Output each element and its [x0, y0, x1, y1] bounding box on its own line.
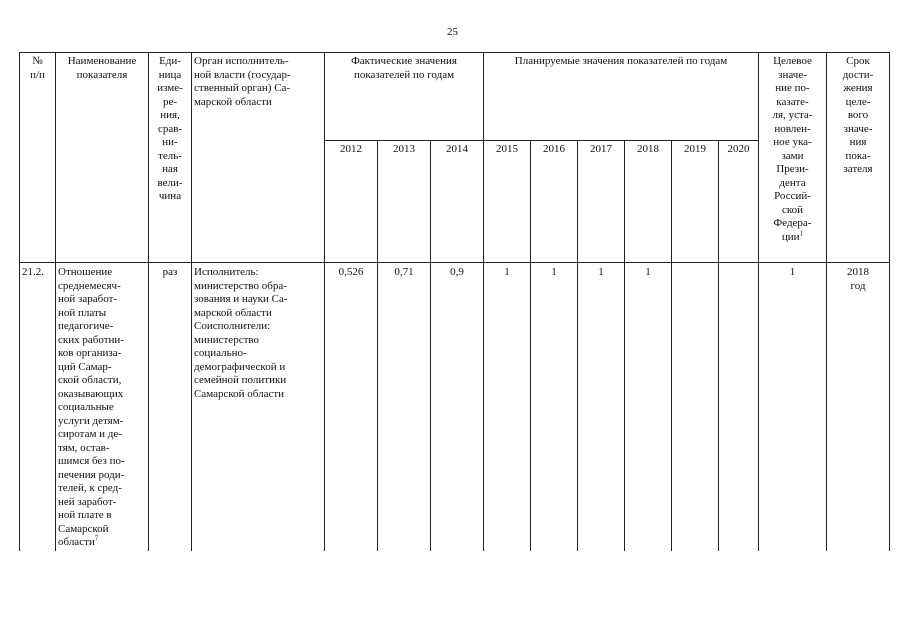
year-2018: 2018	[625, 141, 672, 263]
value-2013: 0,71	[378, 263, 431, 551]
year-2012: 2012	[325, 141, 378, 263]
year-2015: 2015	[484, 141, 531, 263]
header-actual: Фактические значения показателей по годам	[325, 53, 484, 141]
indicators-table	[19, 52, 890, 551]
value-2015: 1	[484, 263, 531, 551]
value-2019	[672, 263, 719, 551]
value-2018: 1	[625, 263, 672, 551]
indicator-footnote-mark: 7	[94, 534, 99, 543]
header-unit: Еди- ница изме- ре- ния, срав- ни- тель- ная вели- чина	[149, 53, 192, 263]
value-2016: 1	[531, 263, 578, 551]
row-target: 1	[759, 263, 827, 551]
row-indicator: Отношение среднемесяч- ной заработ- ной платы педагогиче- ских работни- ков организа- ций Самар- ской области, оказывающих социальные услуги детям- сиротам и де- тям, остав- шимся без по- печения роди- телей, к сред- ней заработ- ной плате в Самарской области$^7$	[56, 263, 149, 551]
header-indicator: Наименование показателя	[56, 53, 149, 263]
year-2019: 2019	[672, 141, 719, 263]
header-num: № п/п	[20, 53, 56, 263]
year-2013: 2013	[378, 141, 431, 263]
year-2014: 2014	[431, 141, 484, 263]
row-num: 21.2.	[20, 263, 56, 551]
value-2020	[719, 263, 759, 551]
header-target: Целевое значе- ние по- казате- ля, уста- новлен- ное ука- зами Прези- дента Россий- ской Федера- ции$^1$	[759, 53, 827, 263]
value-2014: 0,9	[431, 263, 484, 551]
row-authority: Исполнитель: министерство обра- зования и науки Са- марской области Соисполнители: министерство социально- демографической и семейной политики Самарской области	[192, 263, 325, 551]
value-2017: 1	[578, 263, 625, 551]
header-authority: Орган исполнитель- ной власти (государ- ственный орган) Са- марской области	[192, 53, 325, 263]
table-row	[20, 263, 890, 551]
year-2017: 2017	[578, 141, 625, 263]
year-2020: 2020	[719, 141, 759, 263]
row-deadline: 2018 год	[827, 263, 890, 551]
header-planned: Планируемые значения показателей по годам	[484, 53, 759, 141]
value-2012: 0,526	[325, 263, 378, 551]
page-number: 25	[447, 26, 458, 38]
year-2016: 2016	[531, 141, 578, 263]
header-deadline: Срок дости- жения целе- вого значе- ния пока- зателя	[827, 53, 890, 263]
row-unit: раз	[149, 263, 192, 551]
target-footnote-mark: 1	[799, 228, 804, 237]
